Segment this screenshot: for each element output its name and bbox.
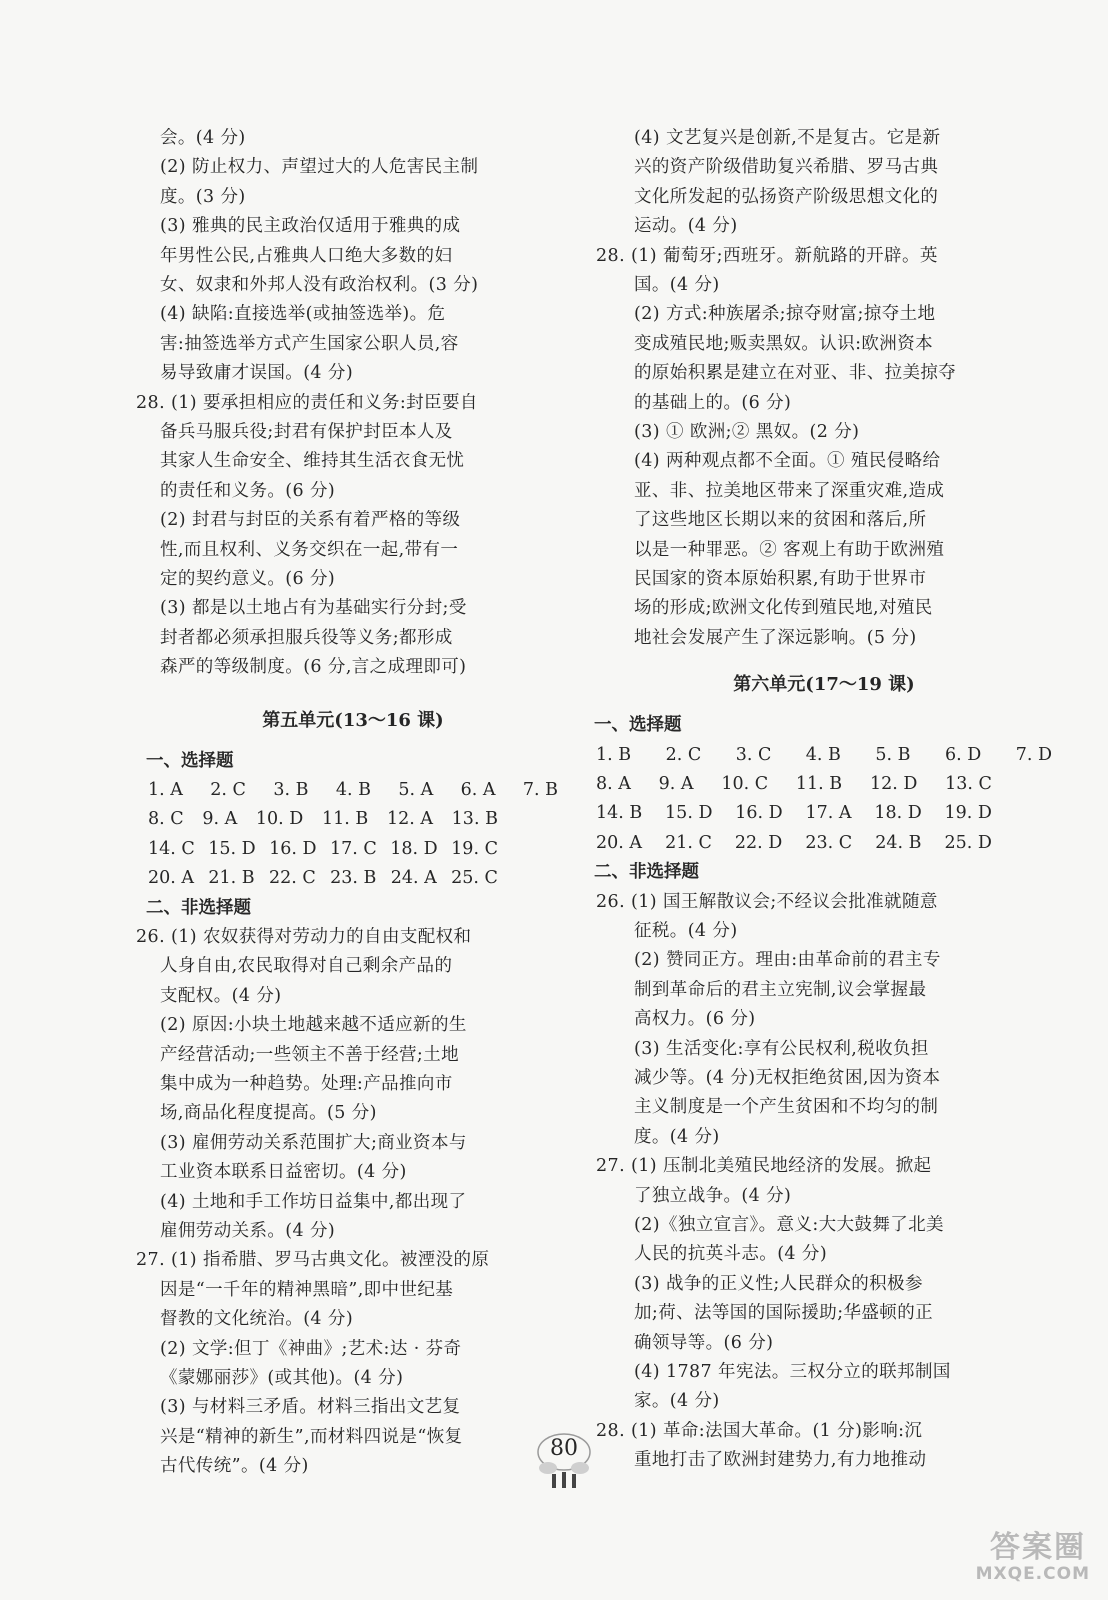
answer-line: 的原始积累是建立在对亚、非、拉美掠夺	[634, 363, 957, 384]
answer-key-item: 6. D	[944, 744, 982, 765]
answer-key-item: 1. A	[148, 780, 183, 800]
answer-key-row	[596, 833, 992, 853]
answer-line: (2) 封君与封臣的关系有着严格的等级	[160, 510, 461, 531]
answer-line: 减少等。(4 分)无权拒绝贫困,因为资本	[634, 1068, 941, 1088]
answer-key-item: 24. A	[390, 868, 437, 889]
answer-line: 其家人生命安全、维持其生活衣食无忧	[160, 451, 465, 472]
answer-line: 《蒙娜丽莎》(或其他)。(4 分)	[160, 1368, 404, 1388]
answer-key-item: 14. C	[148, 838, 195, 859]
answer-key-item: 7. B	[522, 780, 558, 800]
answer-key-row	[148, 809, 498, 829]
answer-line: 会。(4 分)	[160, 128, 246, 148]
answer-key-item: 4. B	[335, 780, 371, 800]
answer-key-item: 19. D	[944, 803, 992, 824]
answer-line: 定的契约意义。(6 分)	[160, 569, 336, 589]
answer-line: 加;荷、法等国的国际援助;华盛顿的正	[634, 1303, 933, 1324]
answer-key-item: 13. C	[945, 774, 992, 794]
answer-line: (4) 缺陷:直接选举(或抽签选举)。危	[160, 304, 446, 325]
answer-line: 督教的文化统治。(4 分)	[160, 1309, 354, 1330]
answer-key-item: 24. B	[875, 832, 922, 853]
answer-line: 26. (1) 农奴获得对劳动力的自由支配权和	[136, 927, 472, 947]
answer-line: 易导致庸才误国。(4 分)	[160, 363, 354, 384]
answer-key-item: 3. B	[273, 780, 309, 800]
answer-key-item: 15. D	[208, 838, 256, 859]
answer-key-item: 23. B	[330, 868, 377, 889]
answer-key-item: 13. B	[451, 809, 498, 830]
answer-key-item: 11. B	[795, 774, 843, 794]
answer-line: 兴的资产阶级借助复兴希腊、罗马古典	[634, 157, 939, 178]
answer-key-item: 7. D	[1015, 744, 1052, 765]
answer-key-item: 21. B	[208, 868, 255, 889]
answer-line: 国。(4 分)	[634, 275, 720, 295]
answer-line: 年男性公民,占雅典人口绝大多数的妇	[160, 245, 453, 266]
answer-line: 地社会发展产生了深远影响。(5 分)	[634, 627, 917, 648]
answer-key-item: 16. D	[735, 803, 783, 824]
page-number: 80	[550, 1436, 578, 1461]
answer-key-item: 6. A	[460, 780, 496, 800]
answer-key-item: 2. C	[665, 744, 702, 765]
answer-line: (2) 原因:小块土地越来越不适应新的生	[160, 1015, 467, 1036]
answer-line: 26. (1) 国王解散议会;不经议会批准就随意	[596, 891, 938, 912]
answer-line: (2) 赞同正方。理由:由革命前的君主专	[634, 950, 941, 971]
section-title-nonchoice: 二、非选择题	[594, 862, 699, 883]
answer-key-item: 21. C	[665, 832, 712, 853]
answer-line: 28. (1) 葡萄牙;西班牙。新航路的开辟。英	[596, 245, 938, 266]
answer-key-item: 25. C	[451, 868, 498, 889]
watermark	[944, 1522, 1094, 1586]
answer-line: (3) 生活变化:享有公民权利,税收负担	[634, 1038, 929, 1059]
answer-line: 封者都必须承担服兵役等义务;都形成	[160, 627, 453, 648]
answer-line: (2) 方式:种族屠杀;掠夺财富;掠夺土地	[634, 304, 936, 325]
answer-key-item: 14. B	[596, 803, 643, 824]
answer-key-item: 17. A	[805, 803, 852, 824]
answer-line: 确领导等。(6 分)	[634, 1332, 774, 1353]
answer-line: 集中成为一种趋势。处理:产品推向市	[160, 1074, 453, 1094]
answer-line: 人民的抗英斗志。(4 分)	[634, 1244, 828, 1265]
answer-key-item: 15. D	[665, 803, 713, 824]
unit-6-heading: 第六单元(17～19 课)	[733, 674, 915, 696]
answer-line: 征税。(4 分)	[634, 921, 738, 941]
answer-key-item: 5. A	[398, 780, 434, 800]
watermark-text: MXQE.COM	[975, 1564, 1090, 1584]
answer-key-item: 11. B	[322, 809, 369, 830]
answer-key-item: 23. C	[805, 832, 853, 853]
answer-line: (4) 土地和手工作坊日益集中,都出现了	[160, 1191, 467, 1212]
answer-key-item: 18. D	[874, 803, 922, 824]
answer-line: 以是一种罪恶。② 客观上有助于欧洲殖	[634, 539, 945, 560]
answer-line: 度。(4 分)	[634, 1126, 720, 1147]
answer-line: (2) 文学:但丁《神曲》;艺术:达 · 芬奇	[160, 1338, 462, 1359]
answer-key-item: 9. A	[658, 774, 694, 794]
answer-line: 了这些地区长期以来的贫困和落后,所	[634, 510, 927, 531]
answer-line: (3) ① 欧洲;② 黑奴。(2 分)	[634, 422, 860, 442]
answer-line: 27. (1) 指希腊、罗马古典文化。被湮没的原	[136, 1250, 490, 1271]
answer-line: 高权力。(6 分)	[634, 1009, 756, 1030]
answer-key-item: 17. C	[330, 838, 377, 859]
answer-line: (3) 雅典的民主政治仅适用于雅典的成	[160, 216, 461, 237]
answer-line: 了独立战争。(4 分)	[634, 1185, 792, 1206]
answer-key-item: 5. B	[875, 744, 911, 765]
answer-line: 运动。(4 分)	[634, 216, 738, 237]
answer-key-item: 3. C	[735, 744, 772, 765]
answer-line: 28. (1) 要承担相应的责任和义务:封臣要自	[136, 392, 478, 413]
answer-line: (3) 与材料三矛盾。材料三指出文艺复	[160, 1397, 461, 1418]
answer-key-item: 8. A	[596, 774, 631, 794]
answer-line: 备兵马服兵役;封君有保护封臣本人及	[160, 422, 453, 442]
answer-line: 的责任和义务。(6 分)	[160, 480, 336, 501]
answer-key-item: 16. D	[269, 838, 317, 859]
watermark-logo: 答案圈	[990, 1530, 1086, 1565]
answer-line: 主义制度是一个产生贫困和不均匀的制	[634, 1097, 939, 1118]
answer-line: 女、奴隶和外邦人没有政治权利。(3 分)	[160, 275, 479, 295]
answer-line: 工业资本联系日益密切。(4 分)	[160, 1162, 407, 1183]
answer-line: (4) 文艺复兴是创新,不是复古。它是新	[634, 128, 941, 148]
answer-key-row	[596, 745, 1052, 765]
answer-line: (4) 两种观点都不全面。① 殖民侵略给	[634, 451, 941, 472]
section-title-choice: 一、选择题	[594, 715, 682, 736]
answer-line: 文化所发起的弘扬资产阶级思想文化的	[634, 186, 939, 207]
answer-line: 度。(3 分)	[160, 186, 246, 207]
answer-key-item: 20. A	[148, 868, 195, 889]
answer-line: 场,商品化程度提高。(5 分)	[160, 1103, 377, 1124]
unit-5-heading: 第五单元(13～16 课)	[262, 709, 444, 731]
answer-line: 场的形成;欧洲文化传到殖民地,对殖民	[634, 598, 933, 619]
answer-key-item: 1. B	[596, 744, 632, 765]
answer-line: 人身自由,农民取得对自己剩余产品的	[160, 956, 453, 977]
answer-line: 雇佣劳动关系。(4 分)	[160, 1221, 336, 1241]
answer-key-item: 8. C	[148, 809, 184, 830]
answer-key-row	[596, 803, 992, 823]
answer-line: 兴是“精神的新生”,而材料四说是“恢复	[160, 1426, 463, 1447]
answer-key-item: 10. D	[255, 809, 304, 830]
section-title-nonchoice: 二、非选择题	[146, 897, 251, 918]
answer-line: 27. (1) 压制北美殖民地经济的发展。掀起	[596, 1156, 932, 1177]
answer-line: 害:抽签选举方式产生国家公职人员,容	[160, 333, 459, 354]
answer-line: (3) 都是以土地占有为基础实行分封;受	[160, 598, 467, 619]
answer-key-row	[148, 839, 498, 859]
answer-key-item: 18. D	[390, 838, 438, 859]
answer-line: 重地打击了欧洲封建势力,有力地推动	[634, 1450, 927, 1471]
answer-line: 古代传统”。(4 分)	[160, 1456, 309, 1477]
page-number-badge	[534, 1430, 594, 1490]
answer-key-item: 9. A	[202, 809, 238, 830]
answer-line: 家。(4 分)	[634, 1391, 720, 1412]
answer-line: (4) 1787 年宪法。三权分立的联邦制国	[634, 1362, 951, 1382]
answer-line: 因是“一千年的精神黑暗”,即中世纪基	[160, 1279, 454, 1300]
answer-key-row	[596, 774, 992, 794]
answer-line: 森严的等级制度。(6 分,言之成理即可)	[160, 657, 467, 678]
answer-key-item: 12. A	[386, 809, 433, 830]
answer-line: (2)《独立宣言》。意义:大大鼓舞了北美	[634, 1215, 944, 1235]
answer-key-item: 4. B	[805, 744, 841, 765]
answer-key-item: 2. C	[210, 780, 246, 800]
answer-line: 民国家的资本原始积累,有助于世界市	[634, 569, 927, 589]
answer-key-item: 22. C	[269, 868, 316, 889]
answer-key-row	[148, 780, 558, 800]
answer-line: 28. (1) 革命:法国大革命。(1 分)影响:沉	[596, 1420, 923, 1441]
answer-line: (2) 防止权力、声望过大的人危害民主制	[160, 157, 479, 178]
answer-key-item: 12. D	[869, 774, 918, 794]
answer-line: (3) 战争的正义性;人民群众的积极参	[634, 1273, 923, 1294]
section-title-choice: 一、选择题	[146, 750, 234, 771]
answer-key-item: 22. D	[734, 832, 783, 853]
answer-line: 产经营活动;一些领主不善于经营;土地	[160, 1044, 459, 1065]
answer-line: (3) 雇佣劳动关系范围扩大;商业资本与	[160, 1132, 467, 1153]
answer-line: 的基础上的。(6 分)	[634, 392, 792, 413]
answer-key-item: 10. C	[721, 774, 769, 794]
answer-line: 支配权。(4 分)	[160, 985, 282, 1006]
answer-key-item: 20. A	[596, 832, 643, 853]
answer-key-item: 25. D	[944, 832, 992, 853]
answer-line: 亚、非、拉美地区带来了深重灾难,造成	[634, 480, 945, 501]
answer-key-row	[148, 868, 498, 888]
answer-line: 性,而且权利、义务交织在一起,带有一	[160, 539, 459, 560]
answer-line: 变成殖民地;贩卖黑奴。认识:欧洲资本	[634, 333, 933, 354]
answer-key-item: 19. C	[451, 838, 498, 859]
answer-line: 制到革命后的君主立宪制,议会掌握最	[634, 979, 927, 1000]
